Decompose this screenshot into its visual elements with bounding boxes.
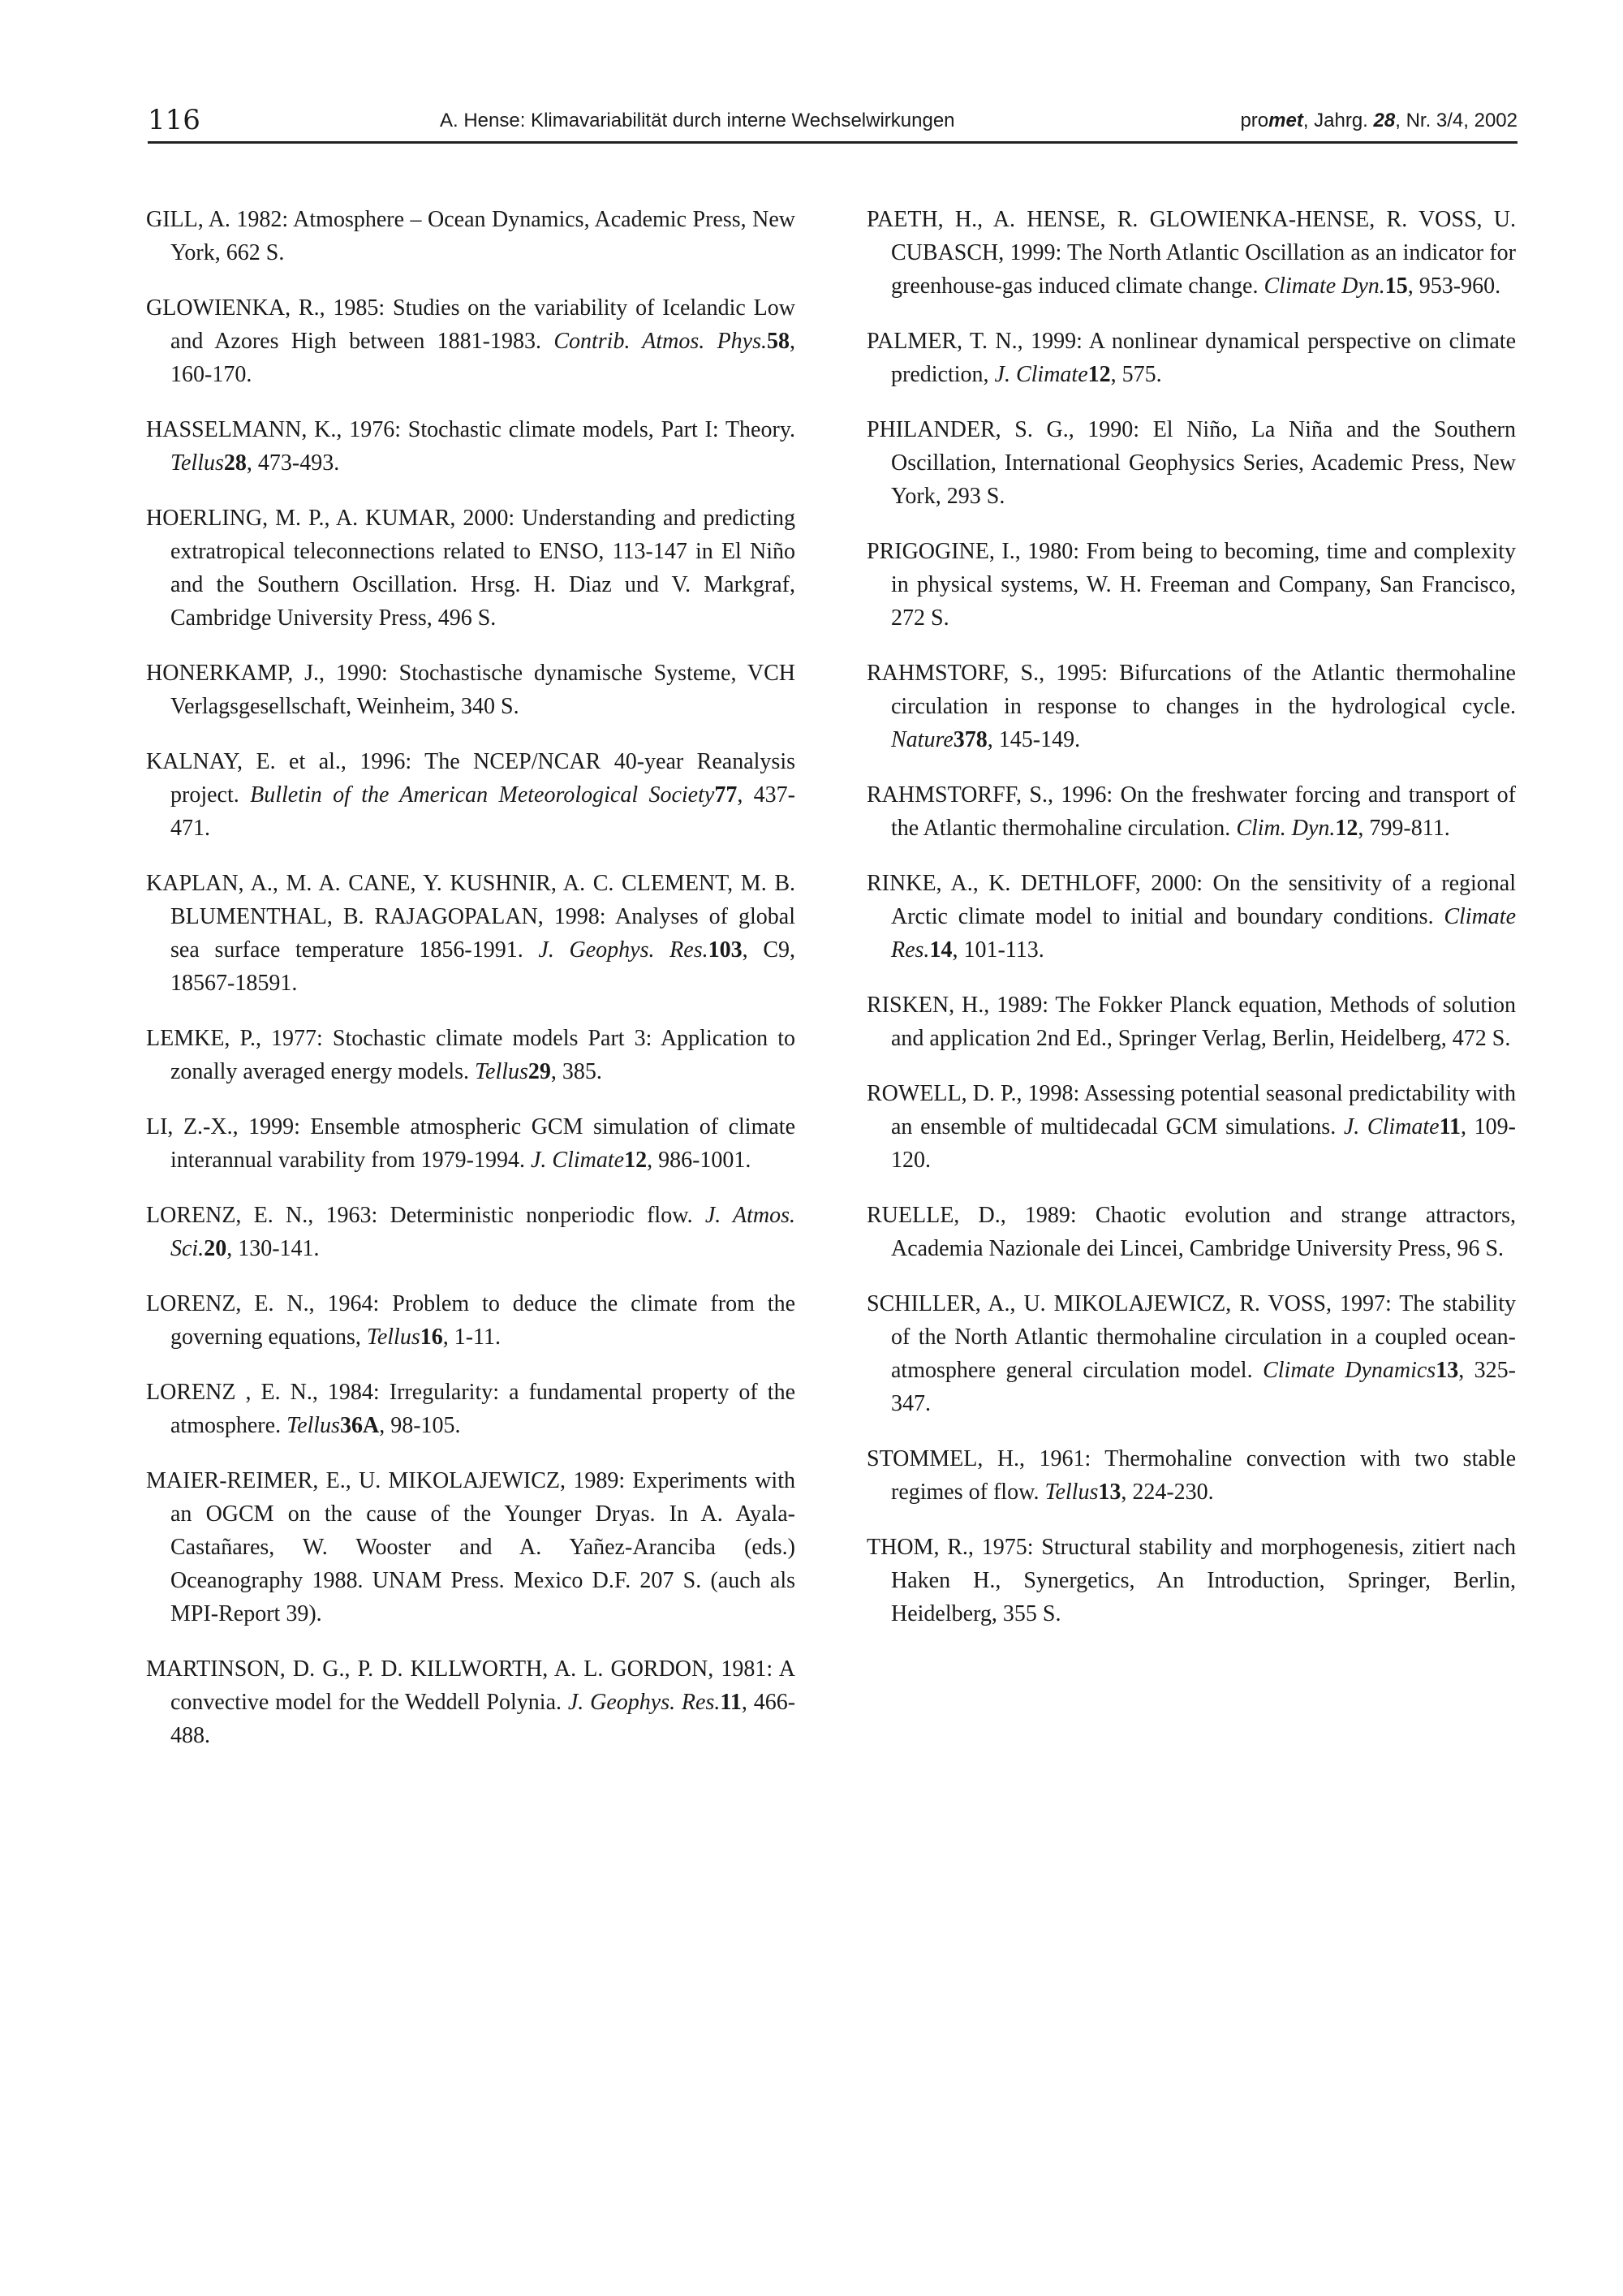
reference-pages: , 325-347. — [891, 1358, 1517, 1416]
reference-entry — [867, 1199, 1516, 1265]
references-left-column — [146, 203, 795, 1774]
reference-journal: Tellus — [170, 450, 224, 476]
reference-pages: , 1-11. — [442, 1325, 502, 1350]
reference-pages: , 575. — [1110, 362, 1162, 387]
reference-volume: 13 — [1436, 1358, 1459, 1383]
reference-journal: J. Geophys. Res. — [538, 937, 708, 963]
reference-text: PRIGOGINE, I., 1980: From being to becoming, time and complexity in physical systems, W. H. Freeman and Company, San Francisco, 272 S. — [867, 539, 1516, 631]
reference-journal: J. Geophys. Res. — [567, 1690, 721, 1715]
reference-journal: Nature — [891, 727, 954, 752]
reference-text: PAETH, H., A. HENSE, R. GLOWIENKA-HENSE, R. VOSS, U. CUBASCH, 1999: The North Atlantic Oscillation as an indicator for greenhouse-gas induced climate change. — [867, 207, 1516, 299]
reference-pages: , C9, 18567-18591. — [170, 937, 795, 996]
reference-entry — [146, 1652, 795, 1752]
reference-entry — [146, 867, 795, 1000]
reference-journal: Tellus — [475, 1059, 528, 1084]
reference-journal: Bulletin of the American Meteorological Society — [250, 782, 715, 808]
reference-pages: , 224-230. — [1121, 1480, 1214, 1505]
reference-journal: J. Climate — [994, 362, 1088, 387]
journal-volume: 28 — [1373, 110, 1396, 131]
reference-volume: 11 — [1439, 1114, 1462, 1139]
reference-pages: , 986-1001. — [647, 1148, 751, 1173]
reference-text: LORENZ, E. N., 1963: Deterministic nonperiodic flow. — [146, 1203, 705, 1228]
reference-text: HASSELMANN, K., 1976: Stochastic climate models, Part I: Theory. — [146, 417, 795, 442]
reference-pages: , 799-811. — [1358, 816, 1450, 841]
reference-text: ROWELL, D. P., 1998: Assessing potential seasonal predictability with an ensemble of multidecadal GCM simulations. — [867, 1081, 1516, 1139]
journal-year-label: , Jahrg. — [1302, 110, 1374, 131]
reference-entry — [146, 413, 795, 480]
reference-volume: 378 — [953, 727, 988, 752]
reference-pages: , 953-960. — [1407, 274, 1501, 299]
reference-volume: 12 — [1087, 362, 1111, 387]
reference-volume: 13 — [1098, 1480, 1121, 1505]
reference-text: KALNAY, E. et al., 1996: The NCEP/NCAR 40-year Reanalysis project. — [146, 749, 795, 808]
reference-volume: 11 — [720, 1690, 742, 1715]
reference-entry — [146, 657, 795, 723]
reference-text: MAIER-REIMER, E., U. MIKOLAJEWICZ, 1989: Experiments with an OGCM on the cause of the Younger Dryas. In A. Ayala-Castañares, W. Wooster and A. Yañez-Arancibа (eds.) Oceanography 1988. UNAM Press. Mexico D.F. 207 S. (auch als MPI-Report 39). — [146, 1468, 795, 1626]
reference-text: RAHMSTORF, S., 1995: Bifurcations of the Atlantic thermohaline circulation in response to changes in the hydrological cycle. — [867, 661, 1516, 719]
journal-citation — [1240, 109, 1518, 133]
reference-text: THOM, R., 1975: Structural stability and morphogenesis, zitiert nach Haken H., Synergetics, An Introduction, Springer, Berlin, Heidelberg, 355 S. — [867, 1535, 1516, 1626]
reference-text: MARTINSON, D. G., P. D. KILLWORTH, A. L. GORDON, 1981: A convective model for the Weddell Polynia. — [146, 1656, 795, 1715]
reference-entry — [146, 1464, 795, 1630]
reference-entry — [867, 325, 1516, 391]
reference-entry — [867, 535, 1516, 635]
reference-text: LI, Z.-X., 1999: Ensemble atmospheric GCM simulation of climate interannual varability from 1979-1994. — [146, 1114, 795, 1173]
reference-pages: , 145-149. — [987, 727, 1081, 752]
reference-entry — [146, 1376, 795, 1442]
reference-volume: 12 — [1335, 816, 1358, 841]
reference-pages: , 473-493. — [246, 450, 340, 476]
reference-journal: Tellus — [286, 1413, 340, 1438]
reference-volume: 103 — [708, 937, 743, 963]
reference-entry — [867, 778, 1516, 845]
reference-text: HOERLING, M. P., A. KUMAR, 2000: Understanding and predicting extratropical teleconnections related to ENSO, 113-147 in El Niño and the Southern Oscillation. Hrsg. H. Diaz und V. Markgraf, Cambridge University Press, 496 S. — [146, 506, 795, 631]
reference-text: RINKE, A., K. DETHLOFF, 2000: On the sensitivity of a regional Arctic climate model to initial and boundary conditions. — [867, 871, 1516, 929]
reference-volume: 12 — [624, 1148, 648, 1173]
reference-entry — [867, 203, 1516, 303]
reference-entry — [867, 989, 1516, 1055]
page-header — [148, 104, 1518, 144]
page-number: 116 — [148, 104, 200, 136]
reference-pages: , 109-120. — [891, 1114, 1516, 1173]
reference-pages: , 437-471. — [170, 782, 795, 841]
reference-volume: 29 — [527, 1059, 551, 1084]
reference-journal: J. Climate — [531, 1148, 625, 1173]
reference-entry — [867, 657, 1516, 756]
reference-text: LEMKE, P., 1977: Stochastic climate models Part 3: Application to zonally averaged energy models. — [146, 1026, 795, 1084]
reference-entry — [146, 745, 795, 845]
reference-journal: Contrib. Atmos. Phys. — [553, 329, 767, 354]
reference-pages: , 385. — [550, 1059, 602, 1084]
reference-entry — [146, 1110, 795, 1177]
reference-text: LORENZ , E. N., 1984: Irregularity: a fundamental property of the atmosphere. — [146, 1380, 795, 1438]
references-right-column — [867, 203, 1516, 1652]
reference-volume: 16 — [420, 1325, 443, 1350]
reference-entry — [146, 1199, 795, 1265]
reference-pages: , 130-141. — [226, 1236, 320, 1261]
reference-journal: Climate Dyn. — [1264, 274, 1385, 299]
reference-journal: Clim. Dyn. — [1236, 816, 1336, 841]
reference-entry — [867, 413, 1516, 513]
reference-entry — [867, 1077, 1516, 1177]
reference-text: STOMMEL, H., 1961: Thermohaline convection with two stable regimes of flow. — [867, 1446, 1516, 1505]
reference-pages: , 160-170. — [170, 329, 795, 387]
reference-text: RUELLE, D., 1989: Chaotic evolution and strange attractors, Academia Nazionale dei Lincei, Cambridge University Press, 96 S. — [867, 1203, 1516, 1261]
reference-entry — [146, 1287, 795, 1354]
reference-text: LORENZ, E. N., 1964: Problem to deduce the climate from the governing equations, — [146, 1291, 795, 1350]
reference-journal: Climate Res. — [891, 904, 1516, 963]
journal-prefix: pro — [1240, 110, 1269, 131]
reference-journal: Climate Dynamics — [1263, 1358, 1436, 1383]
journal-brand: met — [1268, 110, 1303, 131]
running-title: A. Hense: Klimavariabilität durch interne Wechselwirkungen — [440, 110, 955, 131]
reference-text: PHILANDER, S. G., 1990: El Niño, La Niña and the Southern Oscillation, International Geophysics Series, Academic Press, New York, 293 S. — [867, 417, 1516, 509]
reference-volume: 15 — [1384, 274, 1408, 299]
reference-volume: 36A — [339, 1413, 380, 1438]
reference-entry — [867, 867, 1516, 967]
reference-text: RAHMSTORFF, S., 1996: On the freshwater forcing and transport of the Atlantic thermohaline circulation. — [867, 782, 1516, 841]
reference-text: GILL, A. 1982: Atmosphere – Ocean Dynamics, Academic Press, New York, 662 S. — [146, 207, 795, 265]
reference-text: PALMER, T. N., 1999: A nonlinear dynamical perspective on climate prediction, — [867, 329, 1516, 387]
reference-text: SCHILLER, A., U. MIKOLAJEWICZ, R. VOSS, 1997: The stability of the North Atlantic thermohaline circulation in a coupled ocean-atmosphere general circulation model. — [867, 1291, 1516, 1383]
reference-pages: , 98-105. — [379, 1413, 461, 1438]
reference-journal: J. Atmos. Sci. — [170, 1203, 796, 1261]
reference-journal: Tellus — [1044, 1480, 1099, 1505]
reference-text: HONERKAMP, J., 1990: Stochastische dynamische Systeme, VCH Verlagsgesellschaft, Weinheim, 340 S. — [146, 661, 795, 719]
reference-volume: 28 — [223, 450, 247, 476]
reference-volume: 58 — [767, 329, 790, 354]
reference-entry — [146, 291, 795, 391]
reference-entry — [867, 1442, 1516, 1509]
reference-volume: 20 — [204, 1236, 227, 1261]
reference-pages: , 101-113. — [952, 937, 1044, 963]
reference-journal: Tellus — [366, 1325, 420, 1350]
reference-entry — [146, 502, 795, 635]
reference-text: GLOWIENKA, R., 1985: Studies on the variability of Icelandic Low and Azores High between 1881-1983. — [146, 295, 795, 354]
reference-entry — [146, 1022, 795, 1088]
reference-entry — [867, 1531, 1516, 1630]
reference-text: RISKEN, H., 1989: The Fokker Planck equation, Methods of solution and application 2nd Ed., Springer Verlag, Berlin, Heidelberg, 472 S. — [867, 993, 1516, 1051]
reference-pages: , 466-488. — [170, 1690, 796, 1748]
reference-volume: 14 — [929, 937, 953, 963]
reference-text: KAPLAN, A., M. A. CANE, Y. KUSHNIR, A. C. CLEMENT, M. B. BLUMENTHAL, B. RAJAGOPALAN, 1998: Analyses of global sea surface temperature 1856-1991. — [146, 871, 795, 963]
reference-entry — [867, 1287, 1516, 1420]
reference-volume: 77 — [714, 782, 738, 808]
journal-issue: , Nr. 3/4, 2002 — [1395, 110, 1518, 131]
reference-journal: J. Climate — [1343, 1114, 1440, 1139]
reference-entry — [146, 203, 795, 269]
